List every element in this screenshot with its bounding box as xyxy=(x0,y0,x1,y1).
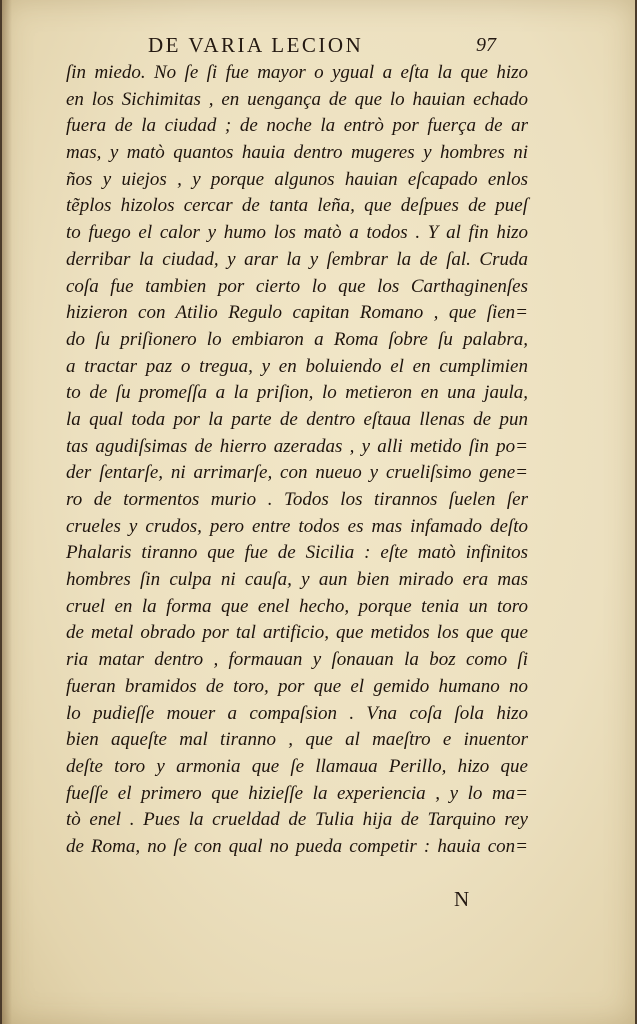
text-line: to de ſu promeſſa a la priſion, lo metieron en una jaula, xyxy=(66,382,528,404)
text-line: crueles y crudos, pero entre todos es mas infamado deſto xyxy=(66,515,528,537)
text-line: fuera de la ciudad ; de noche la entrò por fuerça de ar xyxy=(66,115,528,137)
text-line: mas, y matò quantos hauia dentro mugeres y hombres ni xyxy=(66,142,528,164)
text-line: fueran bramidos de toro, por que el gemido humano no xyxy=(66,675,528,697)
text-line: hombres ſin culpa ni cauſa, y aun bien mirado era mas xyxy=(66,569,528,591)
text-line: do ſu priſionero lo embiaron a Roma ſobre ſu palabra, xyxy=(66,328,528,350)
body-text xyxy=(66,60,528,861)
text-line: tẽplos hizolos cercar de tanta leña, que deſpues de pueſ xyxy=(66,195,528,217)
running-head: DE VARIA LECION xyxy=(148,33,364,57)
page-header xyxy=(2,33,635,59)
text-line: deſte toro y armonia que ſe llamaua Perillo, hizo que xyxy=(66,755,528,777)
text-line: de Roma, no ſe con qual no pueda competir : hauia con= xyxy=(66,835,528,857)
text-line: lo pudieſſe mouer a compaſsion . Vna coſa ſola hizo xyxy=(66,702,528,724)
gutter-shadow xyxy=(2,0,12,1024)
signature-mark: N xyxy=(454,887,470,911)
page-number: 97 xyxy=(476,34,496,56)
text-line: la qual toda por la parte de dentro eſtaua llenas de pun xyxy=(66,408,528,430)
text-line: de metal obrado por tal artificio, que metidos los que que xyxy=(66,622,528,644)
text-line: hizieron con Atilio Regulo capitan Romano , que ſien= xyxy=(66,302,528,324)
text-line: to fuego el calor y humo los matò a todos . Y al fin hizo xyxy=(66,222,528,244)
text-line: tò enel . Pues la crueldad de Tulia hija de Tarquino rey xyxy=(66,809,528,831)
text-line: Phalaris tiranno que fue de Sicilia : eſte matò infinitos xyxy=(66,542,528,564)
text-line: fueſſe el primero que hizieſſe la experiencia , y lo ma= xyxy=(66,782,528,804)
text-line: coſa fue tambien por cierto lo que los Carthaginenſes xyxy=(66,275,528,297)
text-line: ria matar dentro , formauan y ſonauan la boz como ſi xyxy=(66,649,528,671)
text-line: der ſentarſe, ni arrimarſe, con nueuo y crueliſsimo gene= xyxy=(66,462,528,484)
text-line: cruel en la forma que enel hecho, porque tenia un toro xyxy=(66,595,528,617)
book-page xyxy=(2,0,635,1024)
text-line: bien aqueſte mal tiranno , que al maeſtro e inuentor xyxy=(66,729,528,751)
text-line: ſin miedo. No ſe ſi fue mayor o ygual a eſta la que hizo xyxy=(66,62,528,83)
text-line: ro de tormentos murio . Todos los tirannos ſuelen ſer xyxy=(66,489,528,510)
text-line: en los Sichimitas , en uengança de que lo hauian echado xyxy=(66,88,528,110)
text-line: a tractar paz o tregua, y en boluiendo el en cumplimien xyxy=(66,355,528,377)
text-line: tas agudiſsimas de hierro azeradas , y alli metido ſin po= xyxy=(66,435,528,457)
text-line: derribar la ciudad, y arar la y ſembrar la de ſal. Cruda xyxy=(66,248,528,270)
text-line: ños y uiejos , y porque algunos hauian eſcapado enlos xyxy=(66,168,528,190)
